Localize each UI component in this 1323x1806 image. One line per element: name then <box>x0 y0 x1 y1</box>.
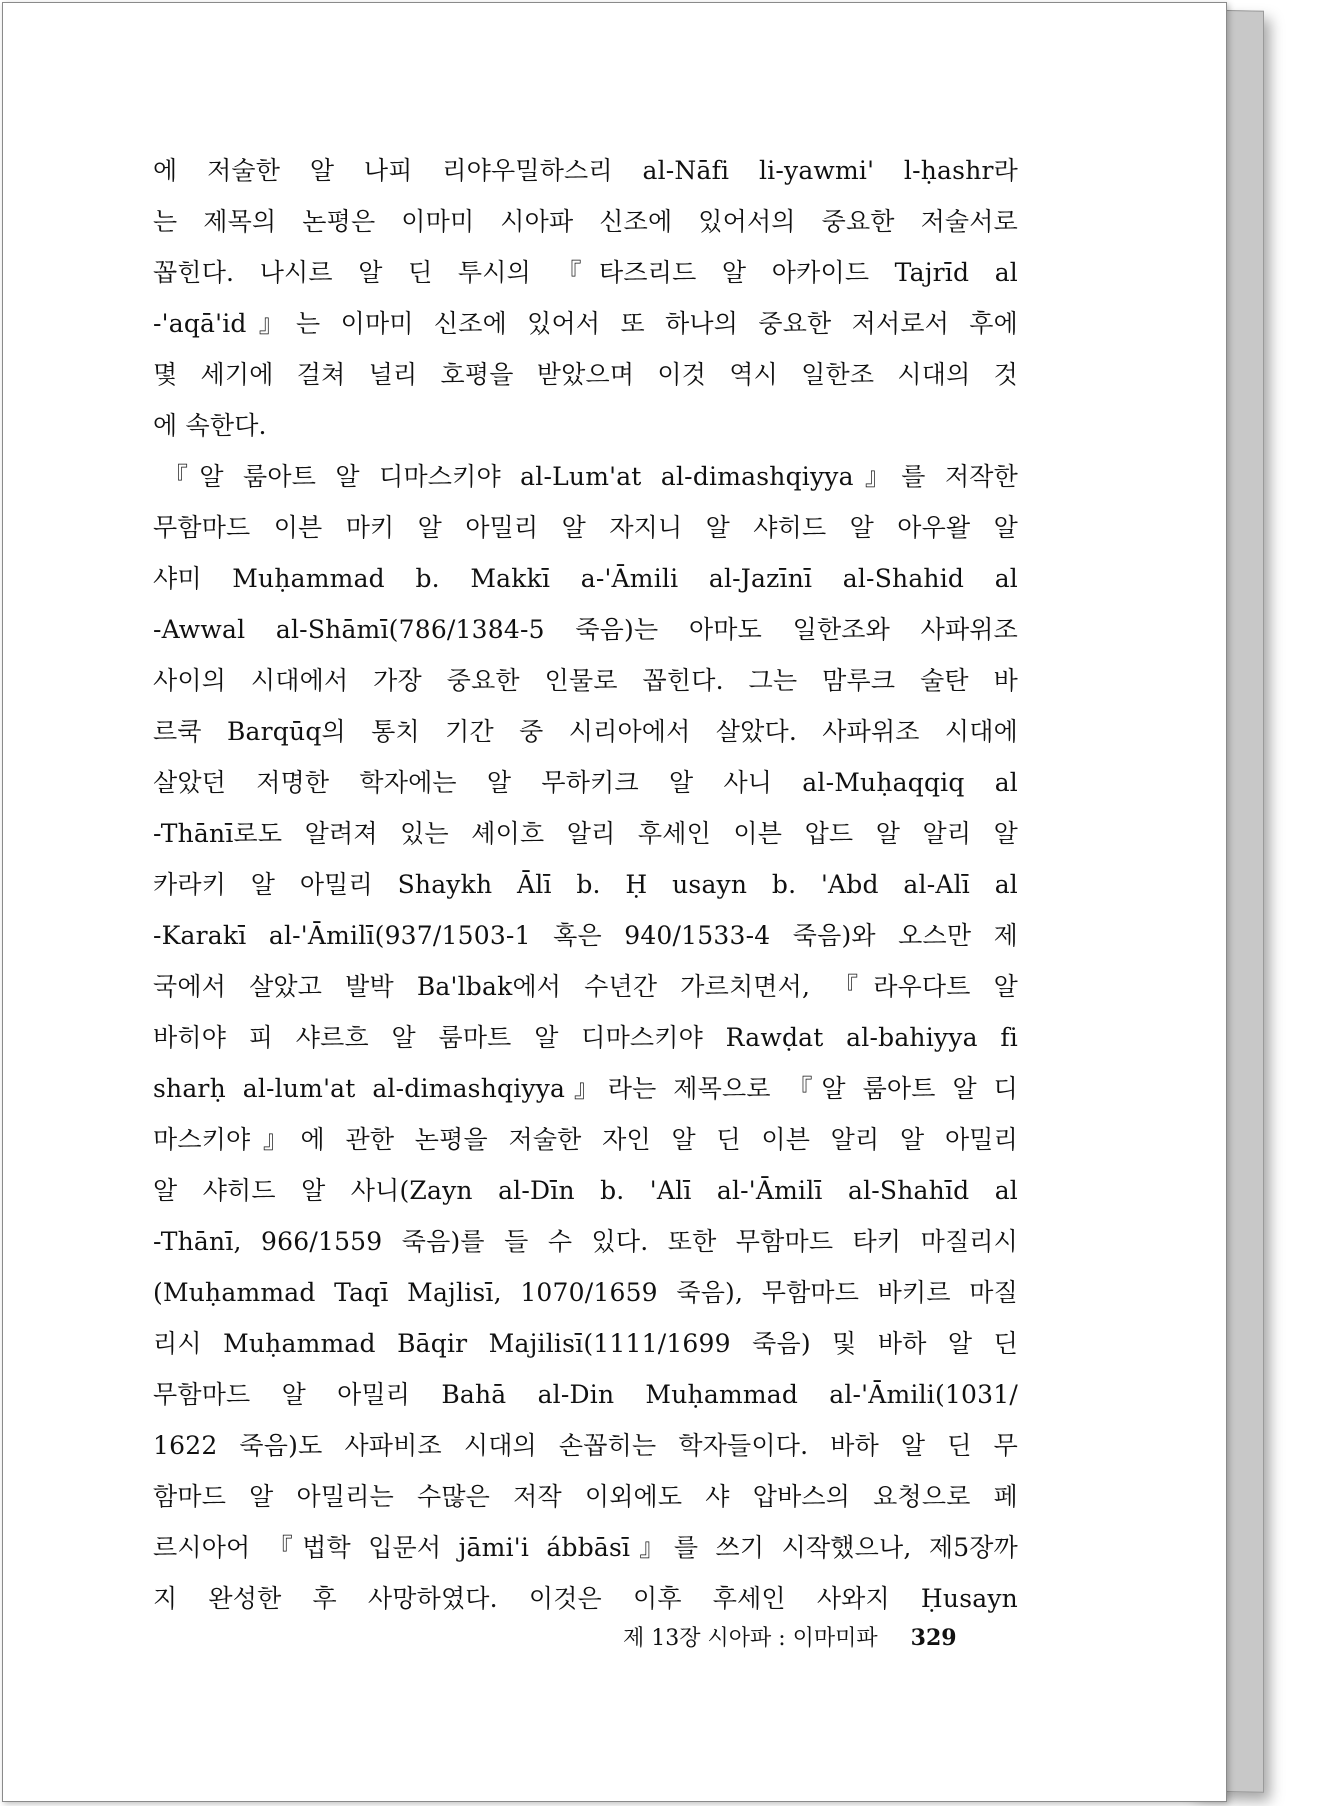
text-line: 에 저술한 알 나피 리야우밀하스리 al-Nāfi li-yawmi' l-ḥashr라 <box>153 156 1018 185</box>
text-line: 1622 죽음)도 사파비조 시대의 손꼽히는 학자들이다. 바하 알 딘 무 <box>153 1431 1018 1460</box>
page-number: 329 <box>910 1625 957 1651</box>
text-line: 사이의 시대에서 가장 중요한 인물로 꼽힌다. 그는 맘루크 술탄 바 <box>153 666 1018 695</box>
text-line: 함마드 알 아밀리는 수많은 저작 이외에도 샤 압바스의 요청으로 페 <box>153 1482 1018 1511</box>
text-line: 무함마드 이븐 마키 알 아밀리 알 자지니 알 샤히드 알 아우왈 알 <box>153 513 1018 542</box>
running-head: 제 13장 시아파 : 이마미파 <box>623 1626 878 1651</box>
text-line: -Thānī로도 알려져 있는 셰이흐 알리 후세인 이븐 압드 알 알리 알 <box>153 819 1018 848</box>
text-line: -Awwal al-Shāmī(786/1384-5 죽음)는 아마도 일한조와 사파위조 <box>153 615 1018 644</box>
text-line: 마스키야』에 관한 논평을 저술한 자인 알 딘 이븐 알리 알 아밀리 <box>153 1125 1018 1154</box>
text-line: 에 속한다. <box>153 411 267 440</box>
text-line: 카라키 알 아밀리 Shaykh Ālī b. Ḥ usayn b. 'Abd al-Alī al <box>153 870 1018 899</box>
text-line: 알 샤히드 알 사니(Zayn al-Dīn b. 'Alī al-'Āmilī al-Shahīd al <box>153 1176 1018 1205</box>
text-line: 리시 Muḥammad Bāqir Majilisī(1111/1699 죽음) 및 바하 알 딘 <box>153 1329 1018 1358</box>
text-line: 몇 세기에 걸쳐 널리 호평을 받았으며 이것 역시 일한조 시대의 것 <box>153 360 1018 389</box>
text-line: -'aqā'id』는 이마미 신조에 있어서 또 하나의 중요한 저서로서 후에 <box>153 309 1018 338</box>
text-line: 『알 룸아트 알 디마스키야 al-Lum'at al-dimashqiyya』를 저작한 <box>163 462 1018 491</box>
book-page <box>2 2 1227 1802</box>
text-line: 꼽힌다. 나시르 알 딘 투시의 『타즈리드 알 아카이드 Tajrīd al <box>153 258 1018 287</box>
text-line: 무함마드 알 아밀리 Bahā al-Din Muḥammad al-'Āmili(1031/ <box>153 1380 1018 1409</box>
text-line: 바히야 피 샤르흐 알 룸마트 알 디마스키야 Rawḍat al-bahiyya fi <box>153 1023 1018 1052</box>
text-line: 국에서 살았고 발박 Ba'lbak에서 수년간 가르치면서, 『라우다트 알 <box>153 972 1018 1001</box>
text-line: sharḥ al-lum'at al-dimashqiyya』라는 제목으로 『알 룸아트 알 디 <box>153 1074 1018 1103</box>
body-text <box>153 145 1018 1624</box>
text-line: 르시아어 『법학 입문서 jāmi'i ábbāsī』를 쓰기 시작했으나, 제5장까 <box>153 1533 1018 1562</box>
text-line: -Karakī al-'Āmilī(937/1503-1 혹은 940/1533-4 죽음)와 오스만 제 <box>153 921 1018 950</box>
text-line: 살았던 저명한 학자에는 알 무하키크 알 사니 al-Muḥaqqiq al <box>153 768 1018 797</box>
text-line: 르쿡 Barqūq의 통치 기간 중 시리아에서 살았다. 사파위조 시대에 <box>153 717 1018 746</box>
page-footer <box>623 1621 1003 1657</box>
text-line: 샤미 Muḥammad b. Makkī a-'Āmili al-Jazīnī al-Shahid al <box>153 564 1018 593</box>
text-line: 는 제목의 논평은 이마미 시아파 신조에 있어서의 중요한 저술서로 <box>153 207 1018 236</box>
text-line: (Muḥammad Taqī Majlisī, 1070/1659 죽음), 무함마드 바키르 마질 <box>153 1278 1018 1307</box>
text-line: -Thānī, 966/1559 죽음)를 들 수 있다. 또한 무함마드 타키 마질리시 <box>153 1227 1018 1256</box>
text-line: 지 완성한 후 사망하였다. 이것은 이후 후세인 사와지 Ḥusayn <box>153 1584 1018 1613</box>
